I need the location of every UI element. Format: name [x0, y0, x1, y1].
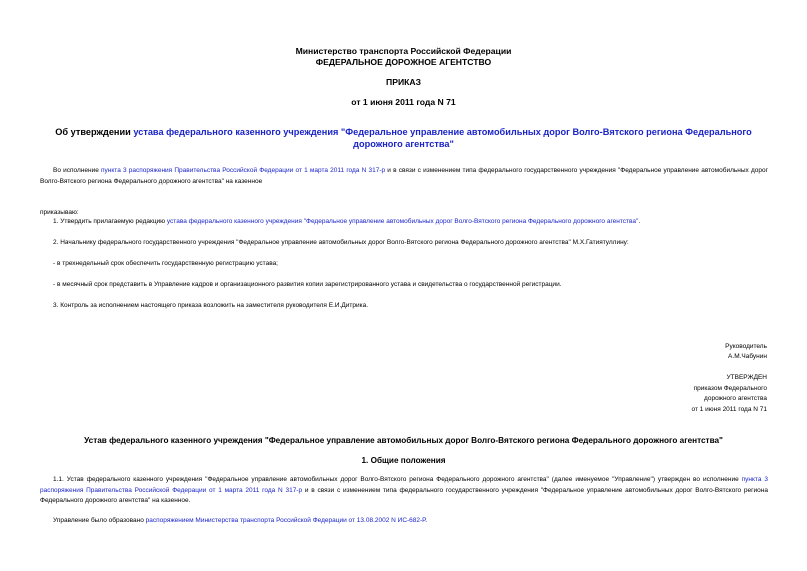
- charter-link[interactable]: устава федерального казенного учреждения "Федеральное управление автомобильных дорог Волго-Вятского региона Федерального дорожного агентства": [133, 127, 752, 149]
- item1-suffix: .: [638, 218, 641, 225]
- order-title: [40, 126, 767, 150]
- doc-date-number: от 1 июня 2011 года N 71: [351, 97, 456, 107]
- ministry-name: Министерство транспорта Российской Федерации: [295, 46, 512, 56]
- section-1-heading: 1. Общие положения: [361, 456, 446, 465]
- paragraph-formed: [40, 516, 768, 527]
- preamble-intro: Во исполнение: [53, 167, 102, 174]
- order-item-1: [40, 217, 768, 228]
- ministry-order-link[interactable]: распоряжением Министерства транспорта Российской Федерации от 13.08.2002 N ИС-682-Р: [145, 517, 426, 524]
- preamble-rest: и в связи с изменением типа федерального государственного учреждения "Федеральное управление автомобильных дорог Волго-Вятского региона Федерального дорожного агентства" на казенное: [40, 167, 768, 185]
- preamble: [40, 166, 768, 187]
- approved-line-2: приказом Федерального: [693, 385, 767, 392]
- p11-text-b: и в связи с изменением типа федерального государственного учреждения "Федеральное управление автомобильных дорог Волго-Вятского региона Федерального дорожного агентства" на казенное.: [40, 486, 768, 505]
- p11-text-a: 1.1. Устав федерального казенного учреждения "Федеральное управление автомобильных дорог Волго-Вятского региона Федерального дорожного агентства" (далее именуемое "Управление") утвержден во исполнение: [53, 476, 742, 483]
- p11-decree-link[interactable]: пункта 3 распоряжения Правительства Российской Федерации от 1 марта 2011 года N 317-р: [40, 476, 768, 494]
- item1-charter-link[interactable]: устава федерального казенного учреждения "Федеральное управление автомобильных дорог Волго-Вятского региона Федерального дорожного агентства": [166, 218, 639, 225]
- signature-name: А.М.Чабунин: [728, 353, 767, 360]
- formed-text-b: .: [425, 517, 428, 524]
- order-item-2b: - в месячный срок представить в Управление кадров и организационного развития копии зарегистрированного устава и свидетельства о государственной регистрации.: [53, 281, 562, 288]
- approved-line-3: дорожного агентства: [704, 395, 767, 402]
- government-decree-link[interactable]: пункта 3 распоряжения Правительства Российской Федерации от 1 марта 2011 года N 317-р: [101, 167, 386, 174]
- order-item-2: 2. Начальнику федерального государственного учреждения "Федеральное управление автомобильных дорог Волго-Вятского региона Федерального дорожного агентства" М.Х.Гатиятуллину:: [53, 239, 629, 246]
- paragraph-1-1: [40, 475, 768, 507]
- approved-line-1: УТВЕРЖДЕН: [726, 374, 767, 381]
- agency-name: ФЕДЕРАЛЬНОЕ ДОРОЖНОЕ АГЕНТСТВО: [315, 57, 492, 67]
- approved-line-4: от 1 июня 2011 года N 71: [691, 406, 767, 413]
- signature-position: Руководитель: [725, 343, 767, 350]
- order-item-2a: - в трехнедельный срок обеспечить государственную регистрацию устава;: [53, 260, 278, 267]
- charter-title: Устав федерального казенного учреждения "Федеральное управление автомобильных дорог Волго-Вятского региона Федерального дорожного агентства": [84, 436, 723, 445]
- order-item-3: 3. Контроль за исполнением настоящего приказа возложить на заместителя руководителя Е.И.Дитрика.: [53, 302, 369, 309]
- formed-text-a: Управление было образовано: [53, 517, 146, 524]
- doc-type: ПРИКАЗ: [386, 77, 421, 87]
- item1-prefix: 1. Утвердить прилагаемую редакцию: [53, 218, 167, 225]
- order-word: приказываю:: [40, 209, 79, 216]
- title-prefix: Об утверждении: [55, 127, 134, 137]
